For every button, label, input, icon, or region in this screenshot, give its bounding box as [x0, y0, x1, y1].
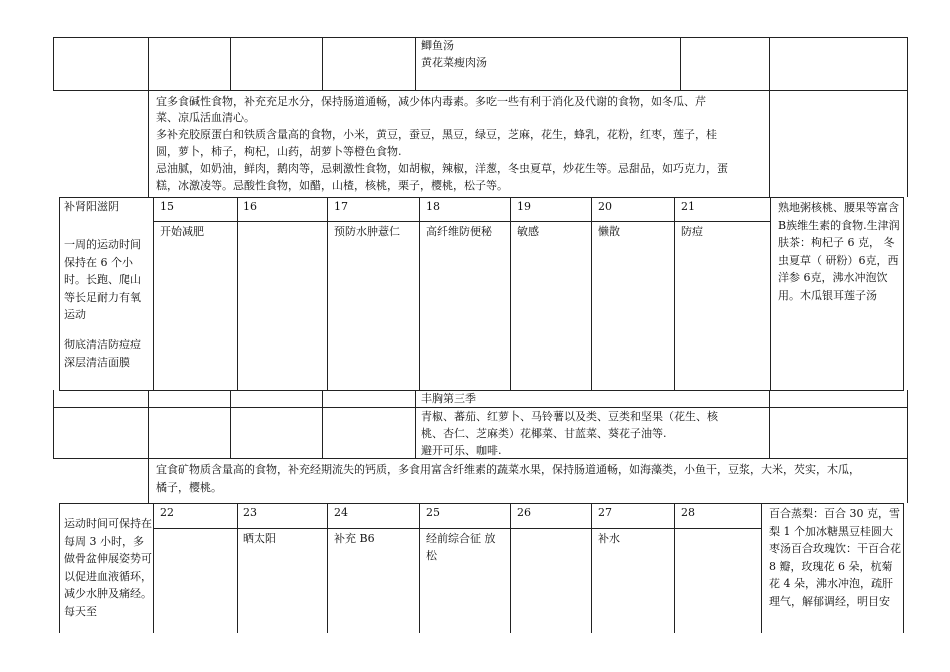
- day-number-17: 17: [334, 200, 348, 213]
- advice-line: 忌油腻，如奶油，鲜肉，鹅肉等，忌刺激性食物，如胡椒，辣椒，洋葱，冬虫夏草，炒花生等。忌甜品，如巧克力，蛋: [156, 162, 728, 175]
- soup-line-1: 鲫鱼汤: [421, 39, 454, 52]
- day-note-24: 补充 B6: [334, 532, 375, 545]
- food-line: 避开可乐、咖啡.: [421, 444, 502, 457]
- day-number-24: 24: [334, 506, 348, 519]
- week3-exercise: 一周的运动时间保持在 6 个小时。长跑、爬山等长足耐力有氧运动: [64, 238, 141, 322]
- day-note-21: 防痘: [681, 225, 703, 238]
- day-note-15: 开始减肥: [160, 225, 204, 238]
- day-number-18: 18: [426, 200, 440, 213]
- day-number-19: 19: [517, 200, 531, 213]
- advice-line: 菜、凉瓜活血清心。: [156, 111, 255, 124]
- week3-care: 彻底清洁防痘痘深层清洁面膜: [64, 338, 141, 369]
- day-note-18: 高纤维防便秘: [426, 225, 492, 238]
- advice-line: 糕，冰激凌等。忌酸性食物，如醋，山楂，核桃，栗子，樱桃，松子等。: [156, 179, 508, 192]
- advice-line: 宜多食碱性食物，补充充足水分，保持肠道通畅，减少体内毒素。多吃一些有利于消化及代谢的食物，如冬瓜、芹: [156, 95, 706, 108]
- day-number-21: 21: [681, 200, 695, 213]
- day-note-17: 预防水肿薏仁: [334, 225, 400, 238]
- day-number-20: 20: [598, 200, 612, 213]
- day-number-28: 28: [681, 506, 695, 519]
- block2-title: 丰胸第三季: [421, 392, 476, 405]
- week4-exercise: 运动时间可保持在每周 3 小时，多做骨盆伸展姿势可以促进血液循环，减少水肿及痛经。每天至: [64, 517, 152, 618]
- week3-title: 补肾阳滋阴: [64, 200, 119, 213]
- day-note-20: 懒散: [598, 225, 620, 238]
- day-number-27: 27: [598, 506, 612, 519]
- day-number-15: 15: [160, 200, 174, 213]
- advice-line: 圆，萝卜，柿子，枸杞，山药，胡萝卜等橙色食物.: [156, 145, 402, 158]
- day-number-23: 23: [243, 506, 257, 519]
- advice-line: 橘子，樱桃。: [156, 481, 222, 494]
- day-note-23: 晒太阳: [243, 532, 276, 545]
- day-number-26: 26: [517, 506, 531, 519]
- day-number-16: 16: [243, 200, 257, 213]
- food-line: 桃、杏仁、芝麻类）花椰菜、甘蓝菜、葵花子油等.: [421, 427, 667, 440]
- advice-line: 宜食矿物质含量高的食物，补充经期流失的钙质，多食用富含纤维素的蔬菜水果，保持肠道通畅，如海藻类，小鱼干，豆浆，大米，芡实，木瓜，: [156, 463, 860, 476]
- day-number-22: 22: [160, 506, 174, 519]
- food-line: 青椒、蕃茄、红萝卜、马铃薯以及类、豆类和坚果（花生、核: [421, 410, 718, 423]
- day-note-27: 补水: [598, 532, 620, 545]
- week4-recipes: 百合蒸梨：百合 30 克，雪梨 1 个加冰糖黑豆桂圆大枣汤百合玫瑰饮：干百合花 8 瓣，玫瑰花 6 朵，杭菊花 4 朵，沸水冲泡，疏肝理气，解郁调经，明目安: [769, 507, 901, 608]
- week3-recipes: 熟地粥核桃、腰果等富含B族维生素的食物.生津润肤茶：枸杞子 6 克， 冬虫夏草（ 研粉）6克，西洋参 6克，沸水冲泡饮用。木瓜银耳莲子汤: [778, 201, 900, 302]
- day-note-25: 经前综合征 放松: [426, 532, 496, 562]
- day-number-25: 25: [426, 506, 440, 519]
- advice-line: 多补充胶原蛋白和铁质含量高的食物，小米，黄豆，蚕豆，黑豆，绿豆，芝麻，花生，蜂乳，花粉，红枣，莲子，桂: [156, 128, 717, 141]
- day-note-19: 敏感: [517, 225, 539, 238]
- soup-line-2: 黄花菜瘦肉汤: [421, 56, 487, 69]
